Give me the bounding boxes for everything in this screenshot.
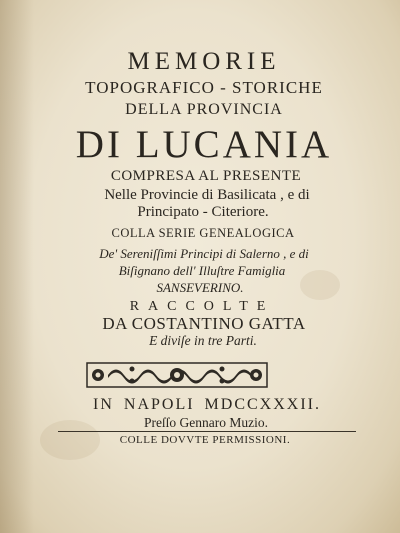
imprint-license: COLLE DOVVTE PERMISSIONI. [119,434,291,446]
title-line-lucania: DI LUCANIA [75,123,333,166]
subtitle-famiglia: Biſignano dell' Illuſtre Famiglia [118,263,286,278]
parts-line: E diviſe in tre Parti. [149,333,257,348]
subtitle-serie-genealogica: COLLA SERIE GENEALOGICA [111,226,295,240]
subtitle-raccolte: RACCOLTE [129,299,275,314]
title-line-memorie: MEMORIE [127,48,281,75]
printers-ornament-icon [86,361,268,389]
title-line-topografico: TOPOGRAFICO - STORICHE [85,78,323,97]
imprint-place-date: IN NAPOLI MDCCXXXII. [93,396,321,413]
subtitle-principato: Principato - Citeriore. [137,204,269,220]
subtitle-principi: De' Sereniſſimi Principi di Salerno , e di [99,246,309,261]
author-line: DA COSTANTINO GATTA [102,314,306,333]
subtitle-provincie: Nelle Provincie di Basilicata , e di [104,187,310,203]
subtitle-compresa: COMPRESA AL PRESENTE [110,168,302,184]
subtitle-sanseverino: SANSEVERINO. [156,280,244,295]
title-line-provincia: DELLA PROVINCIA [125,101,283,118]
imprint-rule [58,431,356,432]
imprint-printer: Preſſo Gennaro Muzio. [143,415,269,430]
